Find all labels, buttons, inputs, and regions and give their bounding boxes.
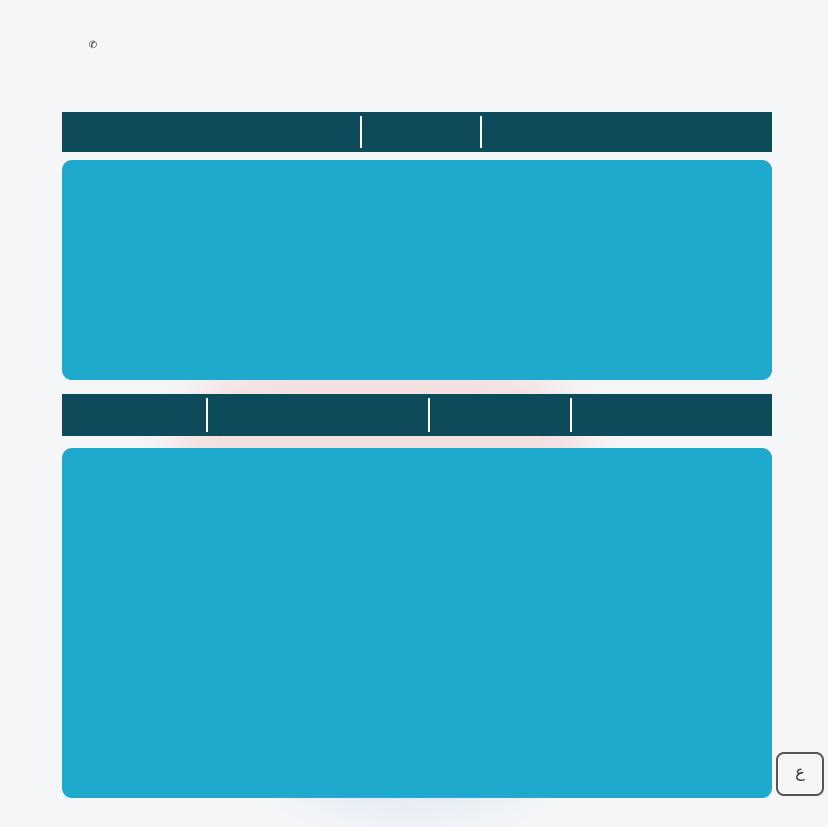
bottom-table-header — [62, 394, 772, 436]
header-divider — [570, 398, 572, 432]
header-college — [62, 112, 360, 152]
header-divider — [206, 398, 208, 432]
page-header — [0, 28, 828, 108]
header-grade-left — [62, 394, 206, 436]
phone-icon: ✆ — [88, 40, 98, 51]
header-percent — [362, 112, 480, 152]
stamp-logo: ع — [776, 752, 824, 796]
header-divider — [428, 398, 430, 432]
header-divider — [480, 116, 482, 148]
biology-grades-table — [62, 448, 772, 798]
header-grade-right — [430, 394, 570, 436]
header-divider — [360, 116, 362, 148]
header-student-right — [572, 394, 772, 436]
header-student-left — [208, 394, 428, 436]
teacher-logo — [38, 38, 148, 118]
top-students-table — [62, 160, 772, 380]
header-student — [482, 112, 772, 152]
phone-number — [38, 40, 148, 51]
top-table-header — [62, 112, 772, 152]
